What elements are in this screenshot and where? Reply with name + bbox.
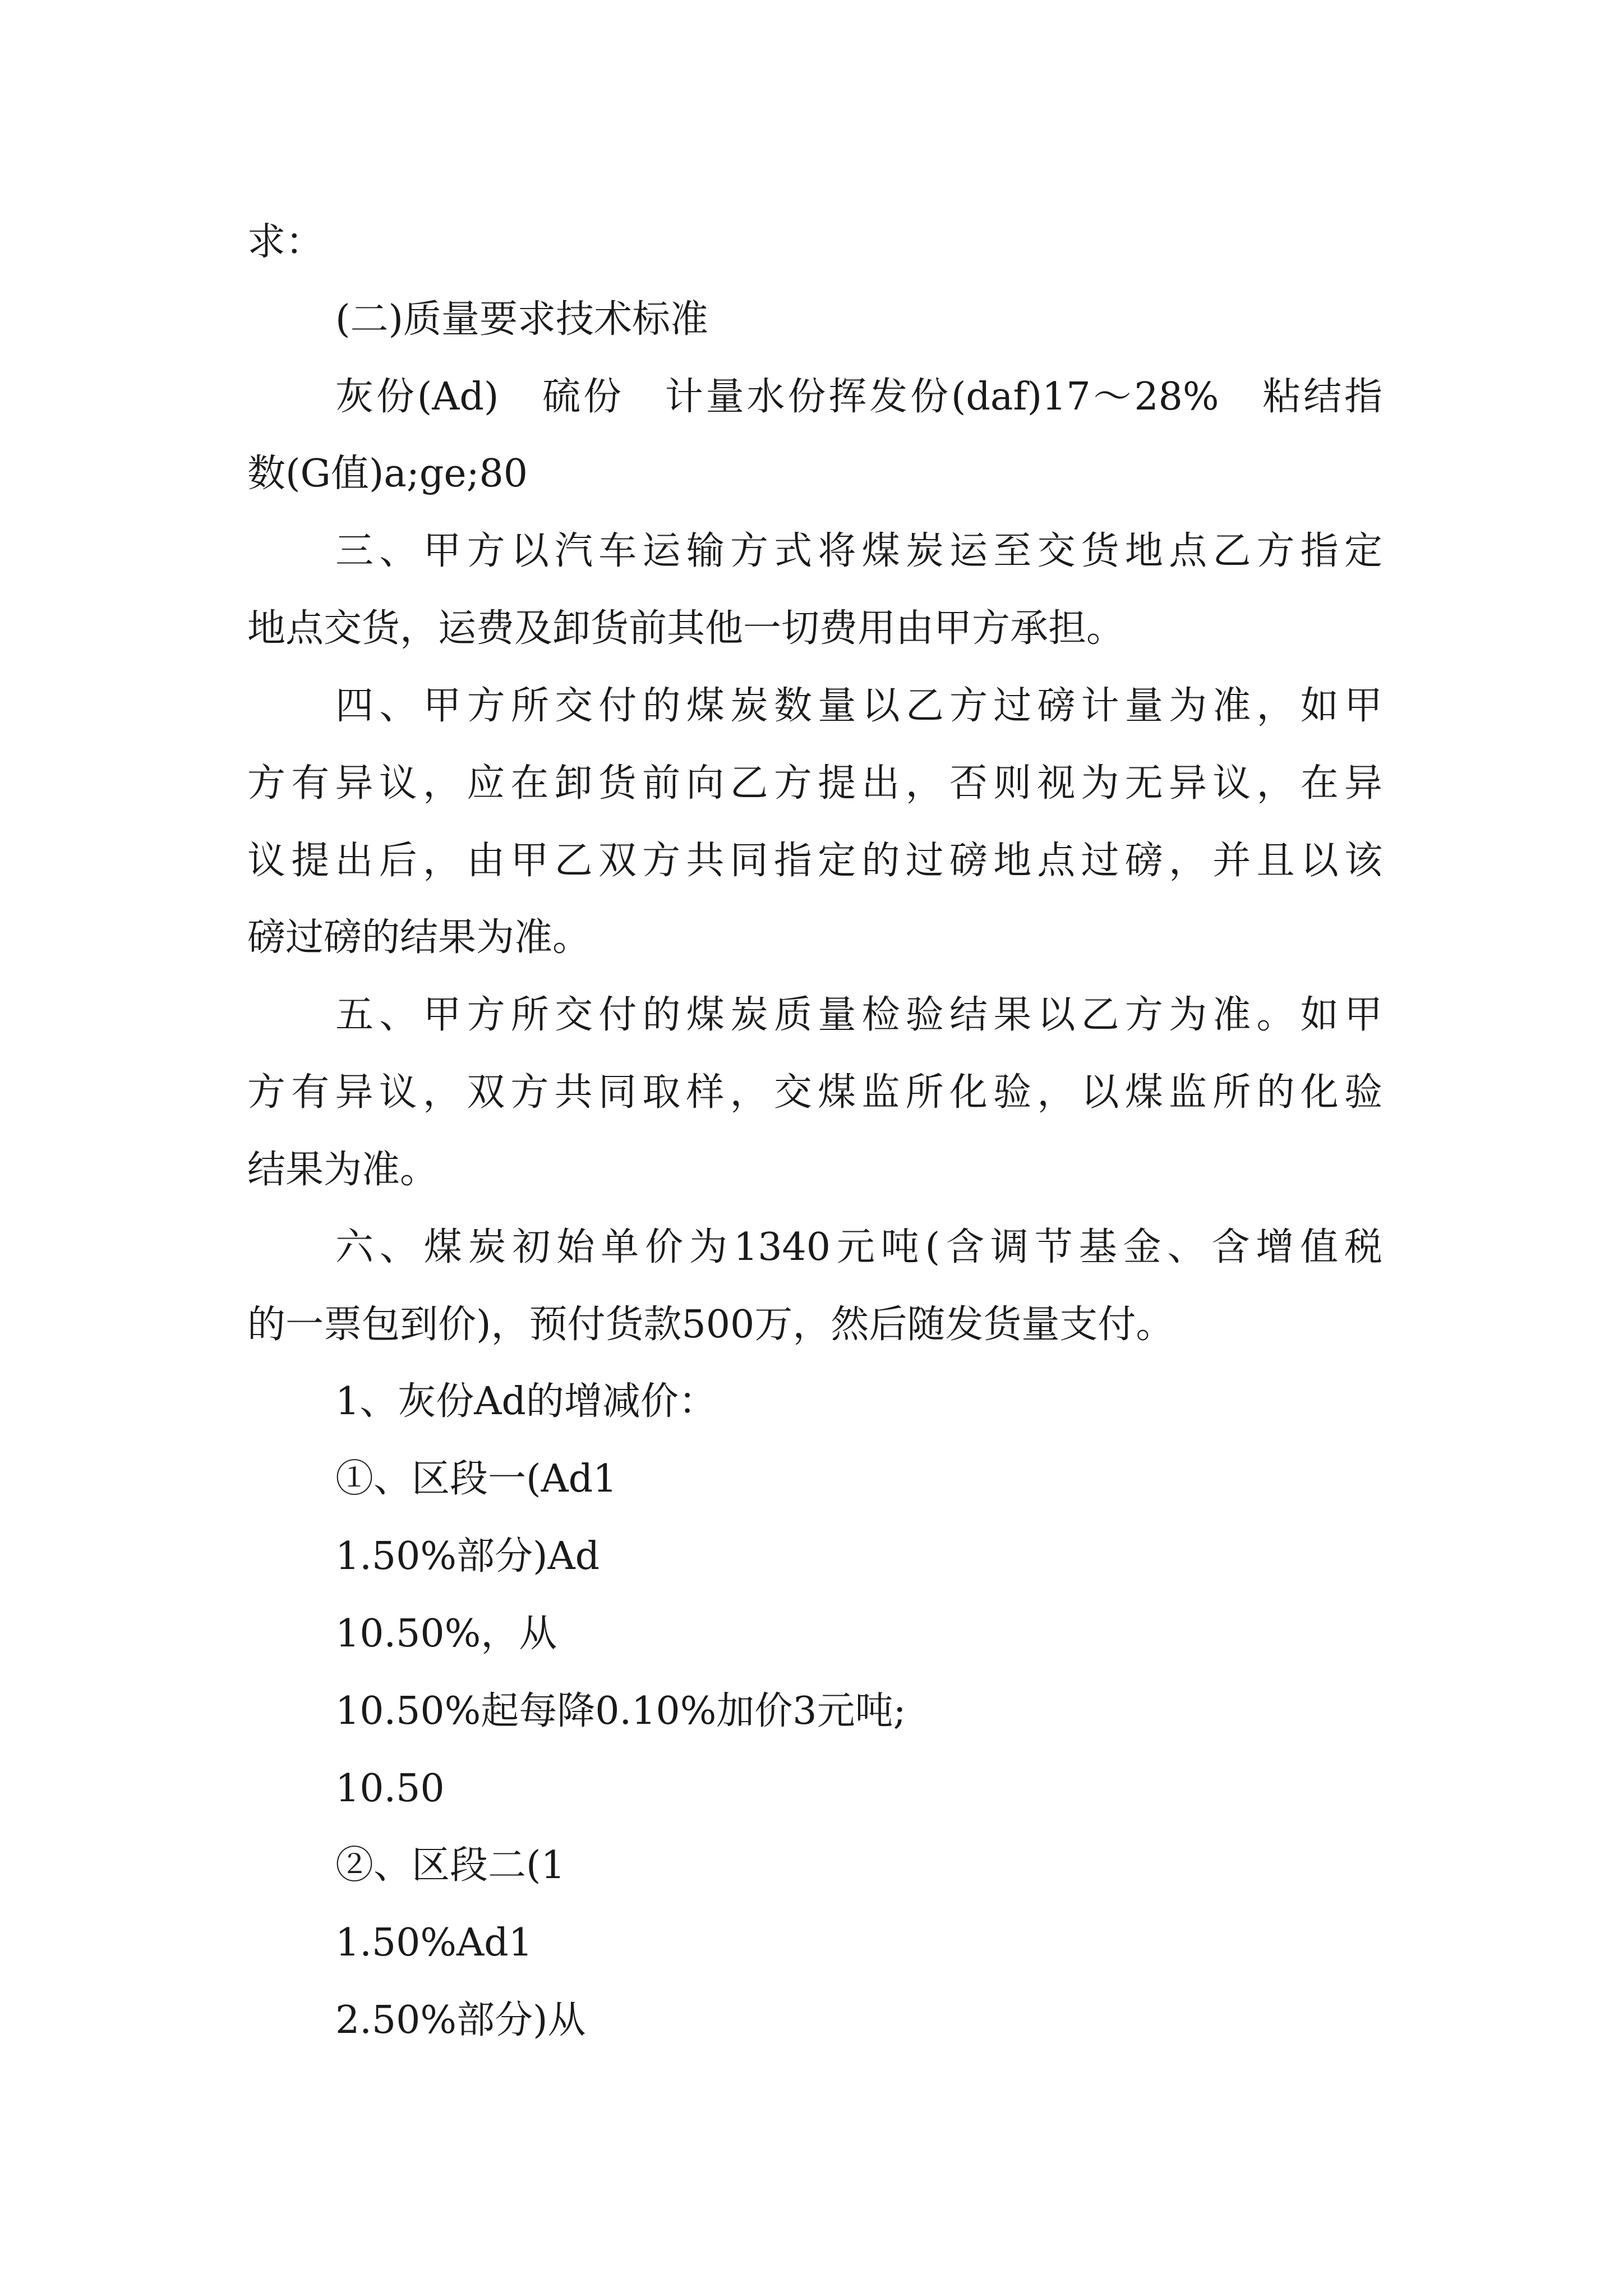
text-line: 地点交货，运费及卸货前其他一切费用由甲方承担。 [247,606,1125,651]
text-line: 10.50%起每降0.10%加价3元吨; [335,1689,906,1733]
text-line: 1、灰份Ad的增减价： [335,1379,717,1424]
text-line: ①、区段一(Ad1 [335,1457,617,1501]
text-line: 五、甲方所交付的煤炭质量检验结果以乙方为准。如甲 [335,993,1382,1037]
text-line: 四、甲方所交付的煤炭数量以乙方过磅计量为准，如甲 [335,684,1382,728]
text-line: 2.50%部分)从 [335,1998,586,2042]
text-line: 灰份(Ad) 硫份 计量水份挥发份(daf)17～28% 粘结指 [335,375,1382,419]
text-line: 求： [247,220,324,264]
text-line: 磅过磅的结果为准。 [247,915,591,960]
text-line: 的一票包到价)，预付货款500万，然后随发货量支付。 [247,1303,1174,1347]
text-line: 1.50%Ad1 [335,1921,533,1965]
text-line: 10.50 [335,1766,445,1811]
text-line: ②、区段二(1 [335,1843,565,1888]
text-line: 六、煤炭初始单价为1340元吨(含调节基金、含增值税 [335,1225,1382,1269]
text-line: 数(G值)a;ge;80 [247,452,528,496]
section-heading: (二)质量要求技术标准 [335,297,709,342]
text-line: 方有异议，应在卸货前向乙方提出，否则视为无异议，在异 [247,761,1382,806]
text-line: 结果为准。 [247,1148,439,1192]
text-line: 议提出后，由甲乙双方共同指定的过磅地点过磅，并且以该 [247,839,1382,883]
text-line: 10.50%，从 [335,1612,557,1656]
text-line: 方有异议，双方共同取样，交煤监所化验，以煤监所的化验 [247,1070,1382,1115]
text-line: 三、甲方以汽车运输方式将煤炭运至交货地点乙方指定 [335,529,1382,573]
text-line: 1.50%部分)Ad [335,1534,600,1579]
